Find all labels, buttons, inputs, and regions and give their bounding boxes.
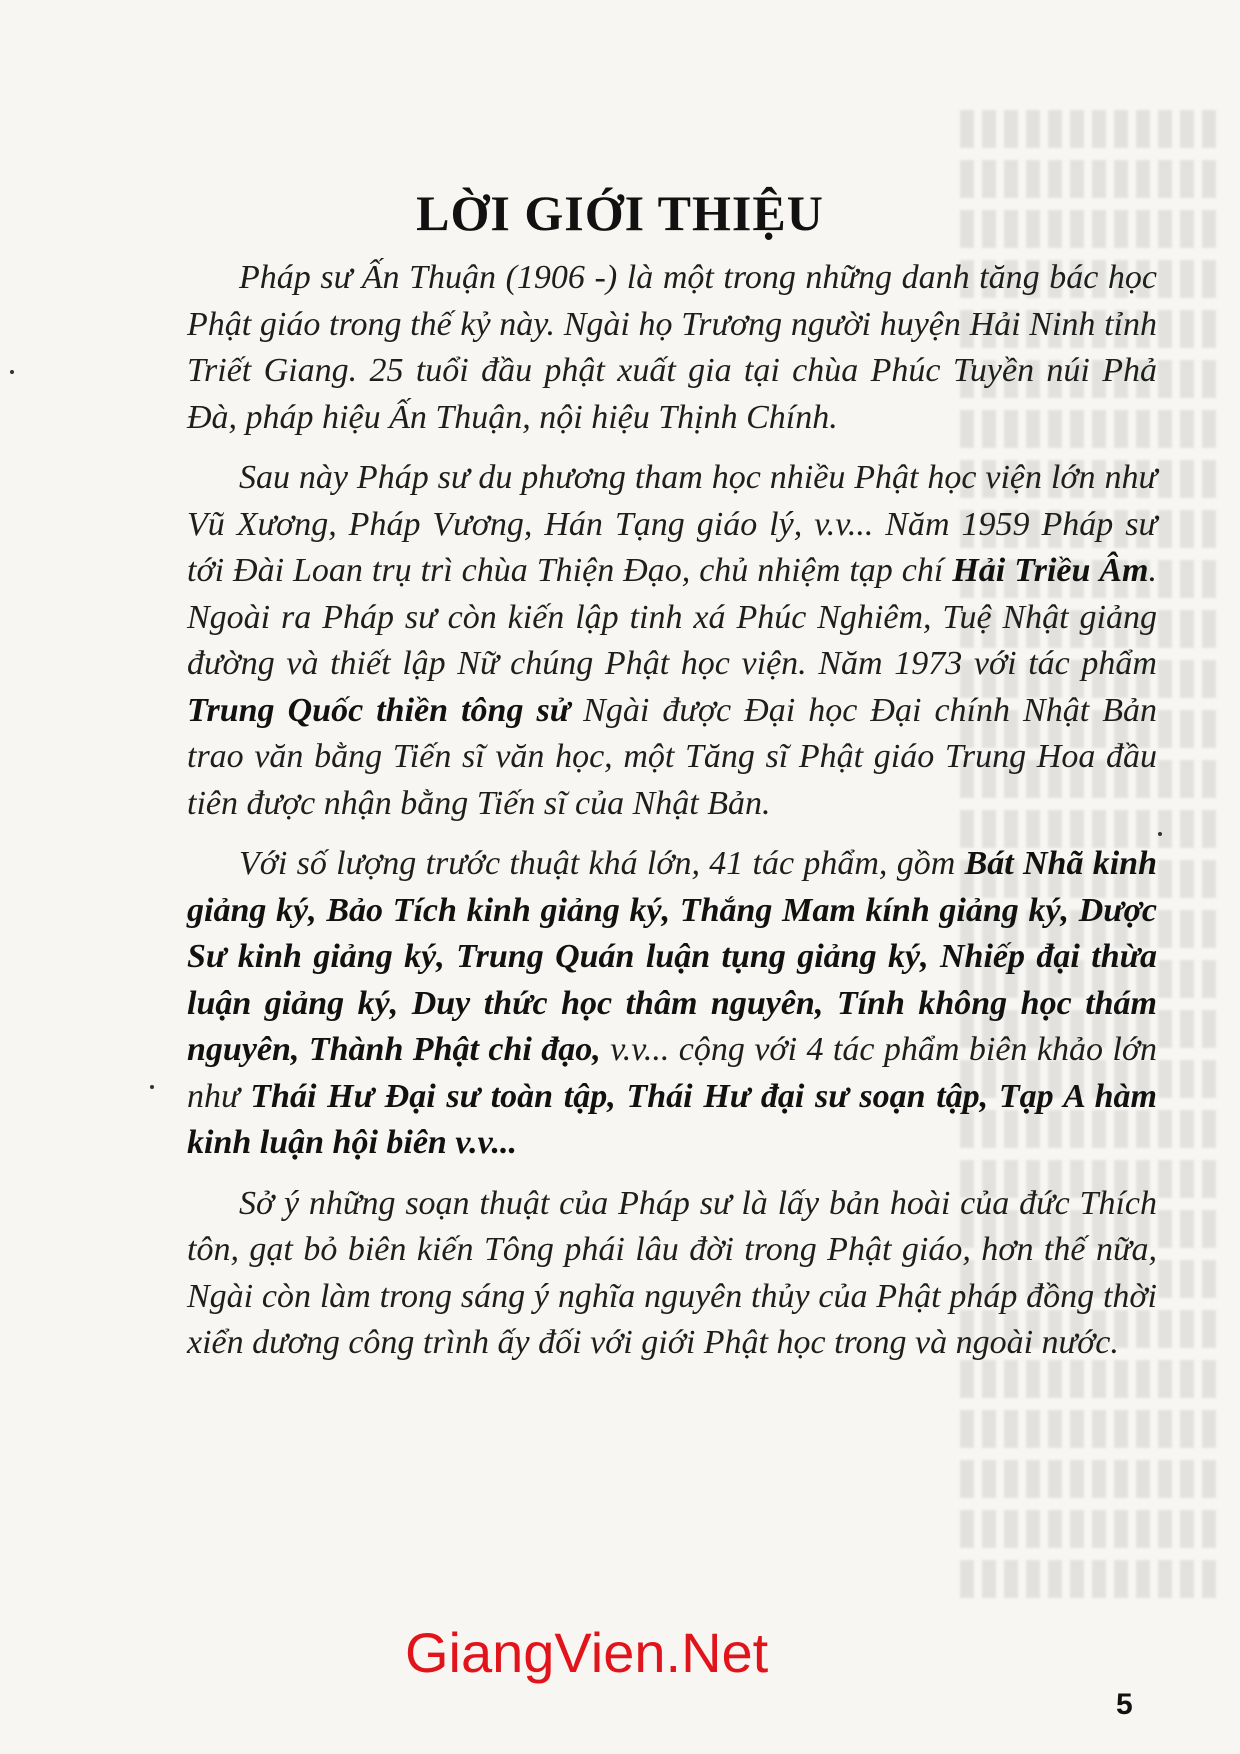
- text-run: . Ngoài ra Pháp sư còn kiến lập tinh xá Phúc Nghiêm, Tuệ Nhật giảng đường và thiết lập Nữ chúng Phật học viện. Năm 1973 với tác phẩm: [187, 552, 1157, 682]
- page-title: LỜI GIỚI THIỆU: [416, 184, 824, 241]
- text-run: Với số lượng trước thuật khá lớn, 41 tác phẩm, gồm: [239, 845, 965, 882]
- paragraph-2: [187, 455, 1157, 827]
- text-run: v.v... cộng với 4 tác phẩm biên khảo lớn như: [187, 1031, 1157, 1115]
- paragraph-1: [187, 255, 1157, 441]
- text-run: Sở ý những soạn thuật của Pháp sư là lấy bản hoài của đức Thích tôn, gạt bỏ biên kiến Tông phái lâu đời trong Phật giáo, hơn thế nữa, Ngài còn làm trong sáng ý nghĩa nguyên thủy của Phật pháp đồng thời xiển dương công trình ấy đối với giới Phật học trong và ngoài nước.: [187, 1184, 1157, 1361]
- text-run: Sau này Pháp sư du phương tham học nhiều Phật học viện lớn như Vũ Xương, Pháp Vương, Hán Tạng giáo lý, v.v... Năm 1959 Pháp sư tới Đài Loan trụ trì chùa Thiện Đạo, chủ nhiệm tạp chí: [187, 459, 1157, 589]
- bold-title-run: Trung Quốc thiền tông sử: [187, 691, 571, 729]
- bold-title-run: Bát Nhã kinh giảng ký, Bảo Tích kinh giảng ký, Thắng Mam kính giảng ký, Dược Sư kinh giảng ký, Trung Quán luận tụng giảng ký, Nhiếp đại thừa luận giảng ký, Duy thức học thâm nguyên, Tính không học thám nguyên, Thành Phật chi đạo,: [187, 845, 1158, 1068]
- paragraph-4: [187, 1181, 1157, 1367]
- scan-speck: [10, 370, 14, 374]
- watermark-text: GiangVien.Net: [405, 1621, 769, 1684]
- body-text: [187, 255, 1157, 1381]
- bold-title-run: Thái Hư Đại sư toàn tập, Thái Hư đại sư soạn tập, Tạp A hàm kinh luận hội biên v.v...: [187, 1077, 1157, 1161]
- paragraph-3: [187, 841, 1157, 1167]
- scan-speck: [150, 1085, 154, 1089]
- scan-speck: [1158, 832, 1162, 836]
- page-number: 5: [1116, 1688, 1133, 1721]
- text-run: Ngài được Đại học Đại chính Nhật Bản trao văn bằng Tiến sĩ văn học, một Tăng sĩ Phật giáo Trung Hoa đầu tiên được nhận bằng Tiến sĩ của Nhật Bản.: [187, 691, 1157, 822]
- text-run: Pháp sư Ấn Thuận (1906 -) là một trong những danh tăng bác học Phật giáo trong thế kỷ này. Ngài họ Trương người huyện Hải Ninh tỉnh Triết Giang. 25 tuổi đầu phật xuất gia tại chùa Phúc Tuyền núi Phả Đà, pháp hiệu Ấn Thuận, nội hiệu Thịnh Chính.: [187, 259, 1157, 436]
- bold-title-run: Hải Triều Âm: [952, 552, 1149, 589]
